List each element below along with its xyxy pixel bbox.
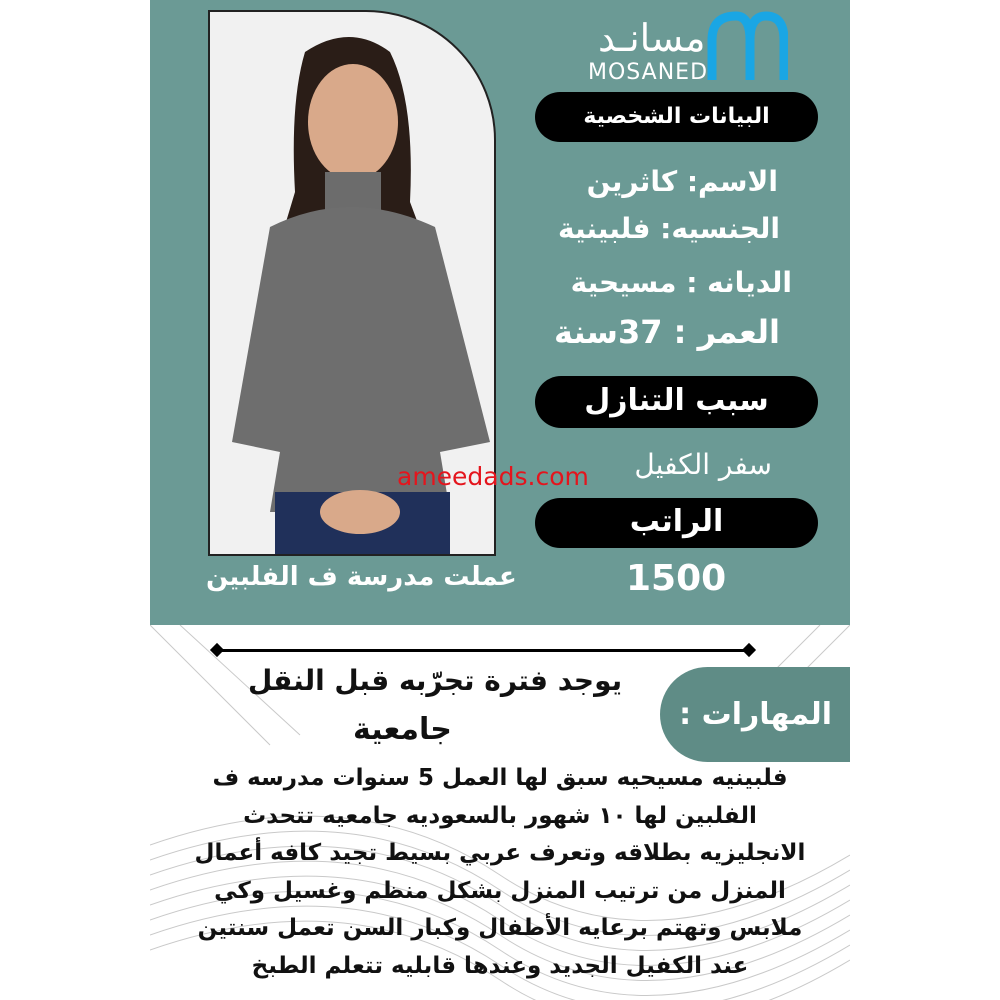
- mosaned-logo: مسانـد MOSANED: [588, 10, 788, 82]
- trial-period-note: يوجد فترة تجرّبه قبل النقل: [248, 664, 623, 697]
- release-reason-value: سفر الكفيل: [634, 448, 772, 481]
- skills-line: المنزل من ترتيب المنزل بشكل منظم وغسيل وكي: [214, 877, 786, 904]
- previous-job: عملت مدرسة ف الفلبين: [206, 562, 517, 592]
- personal-info-header: البيانات الشخصية: [535, 92, 818, 142]
- release-reason-header: سبب التنازل: [535, 376, 818, 428]
- worker-profile-poster: [150, 0, 850, 1000]
- skills-description: [150, 760, 850, 985]
- watermark-text: ameedads.com: [397, 462, 589, 491]
- skills-line: ملابس وتهتم برعايه الأطفال وكبار السن تعمل سنتين: [197, 915, 803, 941]
- salary-header: الراتب: [535, 498, 818, 548]
- skills-line: فلبينيه مسيحيه سبق لها العمل 5 سنوات مدرسه ف: [212, 765, 788, 791]
- skills-line: الفلبين لها ١٠ شهور بالسعوديه جامعيه تتحدث: [243, 802, 757, 829]
- name-field: الاسم: كاثرين: [586, 165, 778, 198]
- religion-field: الديانه : مسيحية: [570, 266, 792, 299]
- age-field: العمر : 37سنة: [554, 313, 780, 351]
- skills-label: المهارات :: [660, 667, 850, 762]
- salary-value: 1500: [626, 558, 727, 599]
- logo-m-mark: [706, 10, 788, 82]
- education-level: جامعية: [353, 712, 452, 747]
- skills-line: الانجليزيه بطلاقه وتعرف عربي بسيط تجيد كافه أعمال: [194, 840, 806, 866]
- nationality-field: الجنسيه: فلبينية: [557, 212, 780, 245]
- section-divider: [218, 649, 748, 652]
- skills-line: عند الكفيل الجديد وعندها قابليه تتعلم الطبخ: [251, 952, 749, 979]
